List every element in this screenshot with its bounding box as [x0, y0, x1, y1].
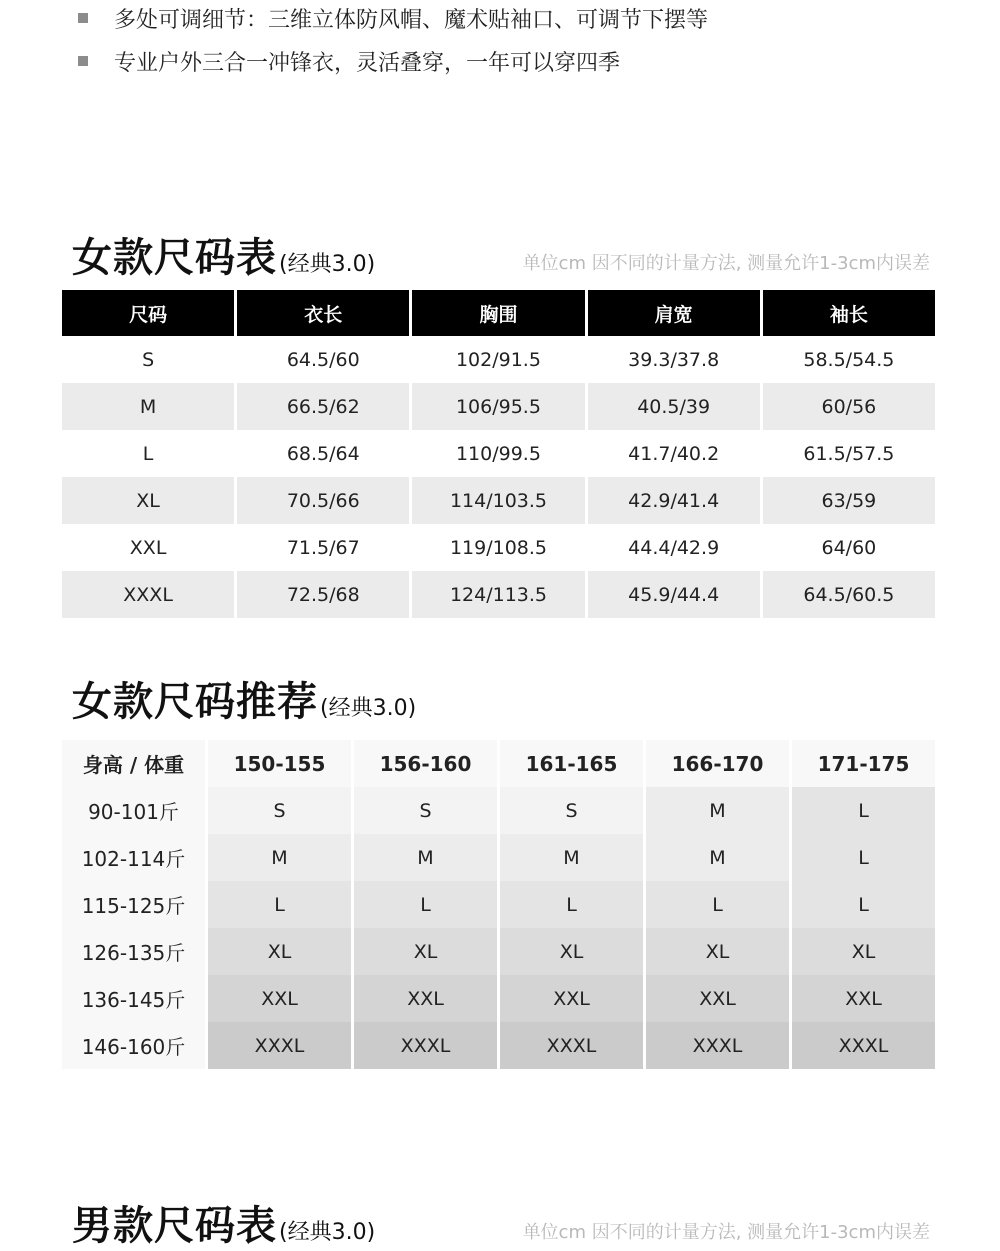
cell: 61.5/57.5: [803, 442, 895, 465]
cell: XXL: [129, 536, 167, 559]
cell: 58.5/54.5: [803, 348, 895, 371]
table-row: [62, 928, 935, 975]
size-cell: XXXL: [208, 1022, 351, 1069]
size-cell: XL: [354, 928, 497, 975]
header-height-range: 161-165: [500, 740, 643, 787]
size-cell: XXXL: [792, 1022, 935, 1069]
feature-list: [78, 0, 708, 86]
header-chest: 胸围: [412, 290, 584, 336]
size-cell: M: [500, 834, 643, 881]
size-cell: L: [792, 787, 935, 834]
header-size: 尺码: [62, 290, 234, 336]
size-cell: L: [354, 881, 497, 928]
cell: 64/60: [821, 536, 877, 559]
women-size-chart-heading: [72, 226, 375, 283]
cell: S: [142, 348, 155, 371]
table-row: [62, 834, 935, 881]
feature-text: 多处可调细节：三维立体防风帽、魔术贴袖口、可调节下摆等: [114, 7, 709, 33]
table-row: [62, 881, 935, 928]
cell: 45.9/44.4: [588, 571, 760, 618]
section-title: 女款尺码推荐: [72, 679, 318, 725]
cell: 124/113.5: [412, 571, 584, 618]
size-cell: L: [792, 881, 935, 928]
size-cell: XXL: [208, 975, 351, 1022]
header-sleeve: 袖长: [763, 290, 935, 336]
weight-range-cell: 90-101斤: [62, 787, 205, 834]
header-shoulder: 肩宽: [588, 290, 760, 336]
size-cell: XL: [792, 928, 935, 975]
cell: 71.5/67: [286, 536, 360, 559]
cell: 42.9/41.4: [588, 477, 760, 524]
section-title: 女款尺码表: [72, 235, 277, 281]
size-cell: XXL: [354, 975, 497, 1022]
cell: 41.7/40.2: [628, 442, 720, 465]
size-cell: XXXL: [354, 1022, 497, 1069]
size-cell: L: [500, 881, 643, 928]
size-cell: M: [354, 834, 497, 881]
header-height-range: 156-160: [354, 740, 497, 787]
header-height-range: 166-170: [646, 740, 789, 787]
size-cell: XXXL: [500, 1022, 643, 1069]
weight-range-cell: 102-114斤: [62, 834, 205, 881]
bullet-square-icon: [78, 13, 88, 23]
measurement-note: 单位cm 因不同的计量方法, 测量允许1-3cm内误差: [522, 253, 930, 274]
table-row: [62, 975, 935, 1022]
size-cell: XXXL: [646, 1022, 789, 1069]
header-height-range: 150-155: [208, 740, 351, 787]
size-cell: M: [646, 834, 789, 881]
cell: 68.5/64: [286, 442, 360, 465]
size-cell: L: [208, 881, 351, 928]
cell: M: [62, 383, 234, 430]
cell: 102/91.5: [455, 348, 541, 371]
cell: 40.5/39: [588, 383, 760, 430]
size-cell: XXL: [792, 975, 935, 1022]
cell: L: [142, 442, 154, 465]
cell: 39.3/37.8: [628, 348, 720, 371]
size-cell: XXL: [500, 975, 643, 1022]
weight-range-cell: 146-160斤: [62, 1022, 205, 1069]
men-size-chart-heading: [72, 1194, 375, 1251]
feature-item: [78, 0, 708, 36]
cell: XXXL: [62, 571, 234, 618]
women-size-recommend-table: [59, 740, 938, 1069]
cell: XL: [62, 477, 234, 524]
size-cell: M: [646, 787, 789, 834]
section-subtitle: (经典3.0): [320, 696, 417, 721]
header-height-range: 171-175: [792, 740, 935, 787]
cell: 63/59: [763, 477, 935, 524]
size-cell: S: [354, 787, 497, 834]
header-height-weight: 身高 / 体重: [62, 740, 205, 787]
table-row: [62, 383, 935, 430]
women-size-table: [59, 290, 938, 618]
weight-range-cell: 115-125斤: [62, 881, 205, 928]
size-cell: L: [646, 881, 789, 928]
cell: 70.5/66: [237, 477, 409, 524]
table-row: [62, 336, 935, 383]
size-cell: L: [792, 834, 935, 881]
cell: 72.5/68: [237, 571, 409, 618]
cell: 110/99.5: [455, 442, 541, 465]
cell: 114/103.5: [412, 477, 584, 524]
section-subtitle: (经典3.0): [279, 252, 376, 277]
size-cell: S: [208, 787, 351, 834]
weight-range-cell: 136-145斤: [62, 975, 205, 1022]
cell: 64.5/60: [286, 348, 360, 371]
table-row: [62, 571, 935, 618]
section-title: 男款尺码表: [72, 1203, 277, 1249]
cell: 119/108.5: [449, 536, 547, 559]
header-length: 衣长: [237, 290, 409, 336]
cell: 106/95.5: [412, 383, 584, 430]
feature-item: [78, 36, 708, 86]
size-cell: M: [208, 834, 351, 881]
feature-text: 专业户外三合一冲锋衣，灵活叠穿，一年可以穿四季: [114, 50, 621, 76]
table-row: [62, 787, 935, 834]
weight-range-cell: 126-135斤: [62, 928, 205, 975]
table-row: [62, 1022, 935, 1069]
size-cell: XL: [208, 928, 351, 975]
size-cell: XL: [646, 928, 789, 975]
measurement-note: 单位cm 因不同的计量方法, 测量允许1-3cm内误差: [522, 1222, 930, 1243]
women-size-recommend-heading: [72, 670, 416, 727]
cell: 64.5/60.5: [763, 571, 935, 618]
bullet-square-icon: [78, 56, 88, 66]
size-cell: XXL: [646, 975, 789, 1022]
cell: 60/56: [763, 383, 935, 430]
cell: 44.4/42.9: [628, 536, 720, 559]
size-cell: XL: [500, 928, 643, 975]
table-header-row: [62, 290, 935, 336]
table-row: [62, 430, 935, 477]
section-subtitle: (经典3.0): [279, 1220, 376, 1245]
table-row: [62, 524, 935, 571]
table-header-row: [62, 740, 935, 787]
cell: 66.5/62: [237, 383, 409, 430]
size-cell: S: [500, 787, 643, 834]
table-row: [62, 477, 935, 524]
